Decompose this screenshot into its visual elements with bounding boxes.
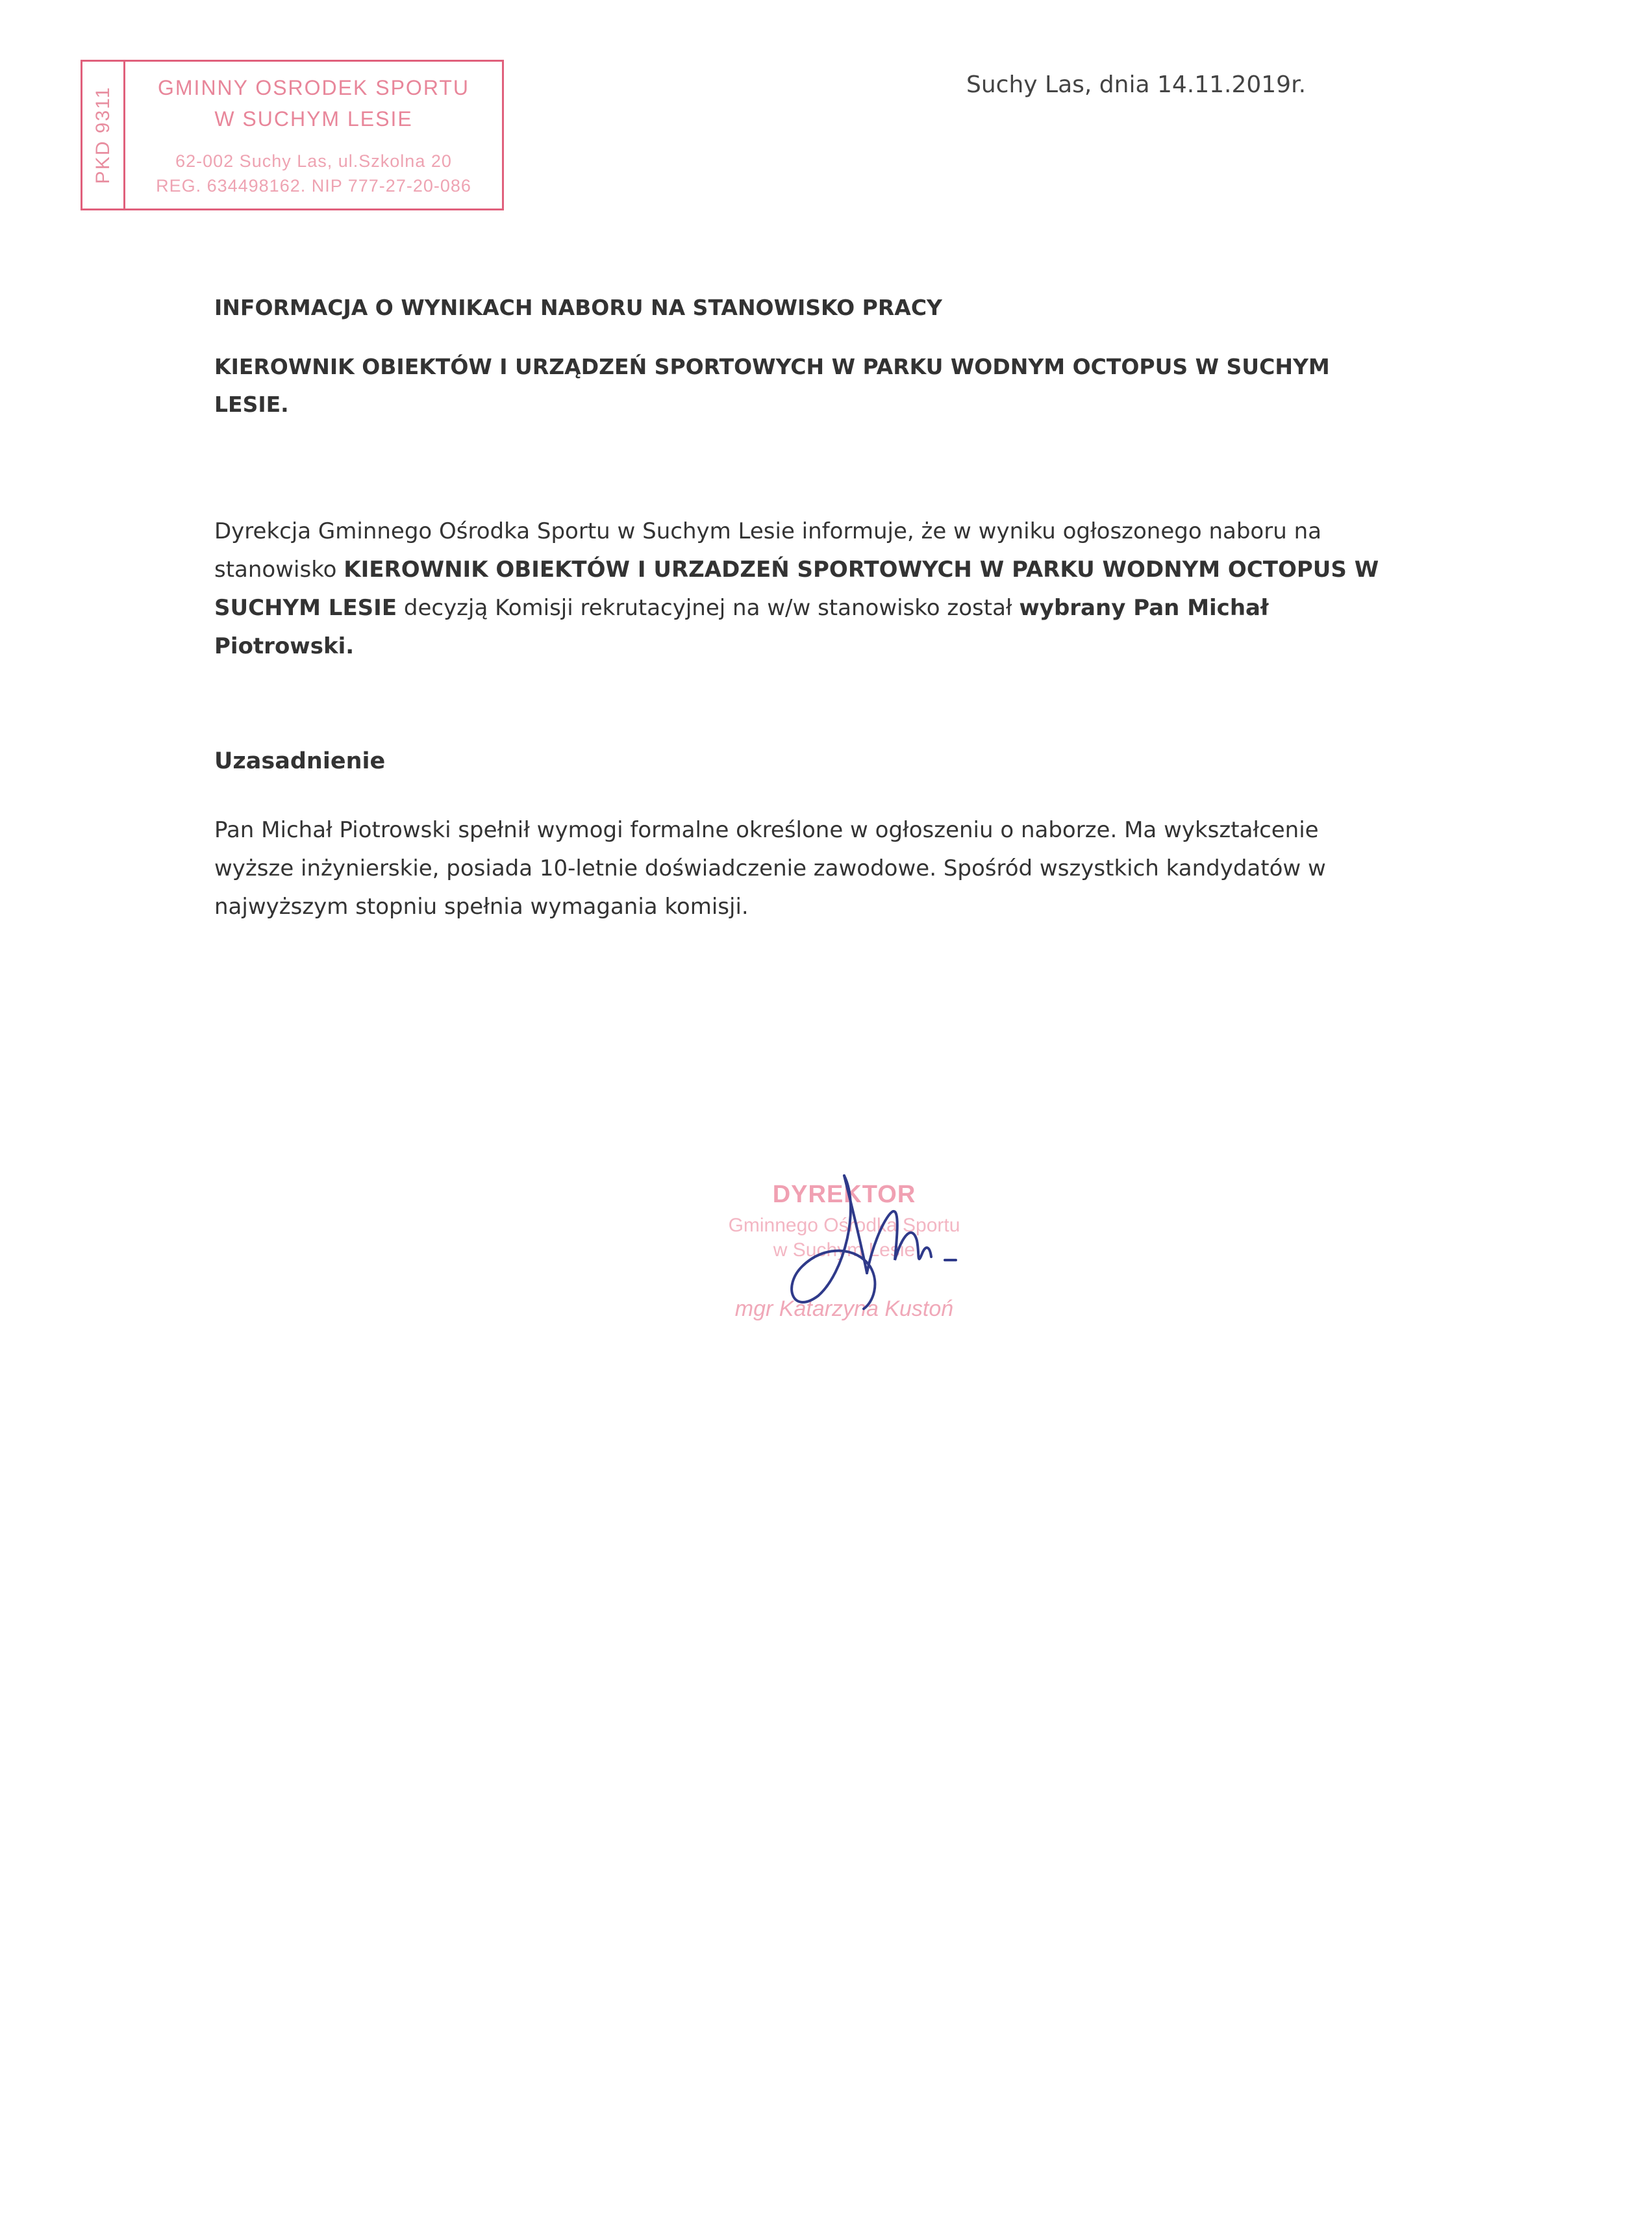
paragraph-bold-text: wybrany Pan Michał xyxy=(1019,595,1269,621)
paragraph-bold-text: SUCHYM LESIE xyxy=(214,595,397,621)
stamp-pkd-code: PKD 9311 xyxy=(92,86,114,184)
organization-stamp xyxy=(81,60,504,210)
position-title-line2: LESIE. xyxy=(214,392,289,417)
position-title-line1: KIEROWNIK OBIEKTÓW I URZĄDZEŃ SPORTOWYCH W PARKU WODNYM OCTOPUS W SUCHYM xyxy=(214,354,1330,379)
handwritten-signature xyxy=(747,1163,981,1332)
director-stamp-org-line2: w Suchym Lesie xyxy=(773,1239,916,1261)
stamp-registry: REG. 634498162. NIP 777-27-20-086 xyxy=(156,176,471,196)
director-name: mgr Katarzyna Kustoń xyxy=(734,1296,954,1321)
stamp-address: 62-002 Suchy Las, ul.Szkolna 20 xyxy=(175,151,452,171)
justification-heading: Uzasadnienie xyxy=(214,748,386,774)
document-date: Suchy Las, dnia 14.11.2019r. xyxy=(966,71,1307,98)
paragraph-text: decyzją Komisji rekrutacyjnej na w/w stanowisko został xyxy=(397,595,1020,621)
stamp-name-line2: W SUCHYM LESIE xyxy=(214,107,413,131)
paragraph-line xyxy=(214,627,1448,666)
paragraph-line: Pan Michał Piotrowski spełnił wymogi formalne określone w ogłoszeniu o naborze. Ma wykształcenie xyxy=(214,817,1319,843)
paragraph-line xyxy=(214,589,1448,627)
announcement-paragraph xyxy=(214,512,1448,666)
director-stamp-title: DYREKTOR xyxy=(772,1181,916,1208)
paragraph-line: Dyrekcja Gminnego Ośrodka Sportu w Suchym Lesie informuje, że w wyniku ogłoszonego naboru na xyxy=(214,518,1321,544)
paragraph-line: wyższe inżynierskie, posiada 10-letnie doświadczenie zawodowe. Spośród wszystkich kandydatów w xyxy=(214,855,1326,881)
paragraph-line xyxy=(214,551,1448,589)
position-title xyxy=(214,348,1330,423)
paragraph-text: stanowisko xyxy=(214,557,344,583)
stamp-side-panel xyxy=(82,62,125,208)
document-title: INFORMACJA O WYNIKACH NABORU NA STANOWISKO PRACY xyxy=(214,295,942,320)
paragraph-bold-text: Piotrowski. xyxy=(214,633,355,659)
paragraph-line: najwyższym stopniu spełnia wymagania komisji. xyxy=(214,894,749,920)
justification-paragraph xyxy=(214,811,1448,926)
paragraph-bold-text: KIEROWNIK OBIEKTÓW I URZADZEŃ SPORTOWYCH W PARKU WODNYM OCTOPUS W xyxy=(344,557,1379,583)
director-stamp-org-line1: Gminnego Ośrodka Sportu xyxy=(728,1215,960,1236)
stamp-name-line1: GMINNY OSRODEK SPORTU xyxy=(158,76,469,99)
